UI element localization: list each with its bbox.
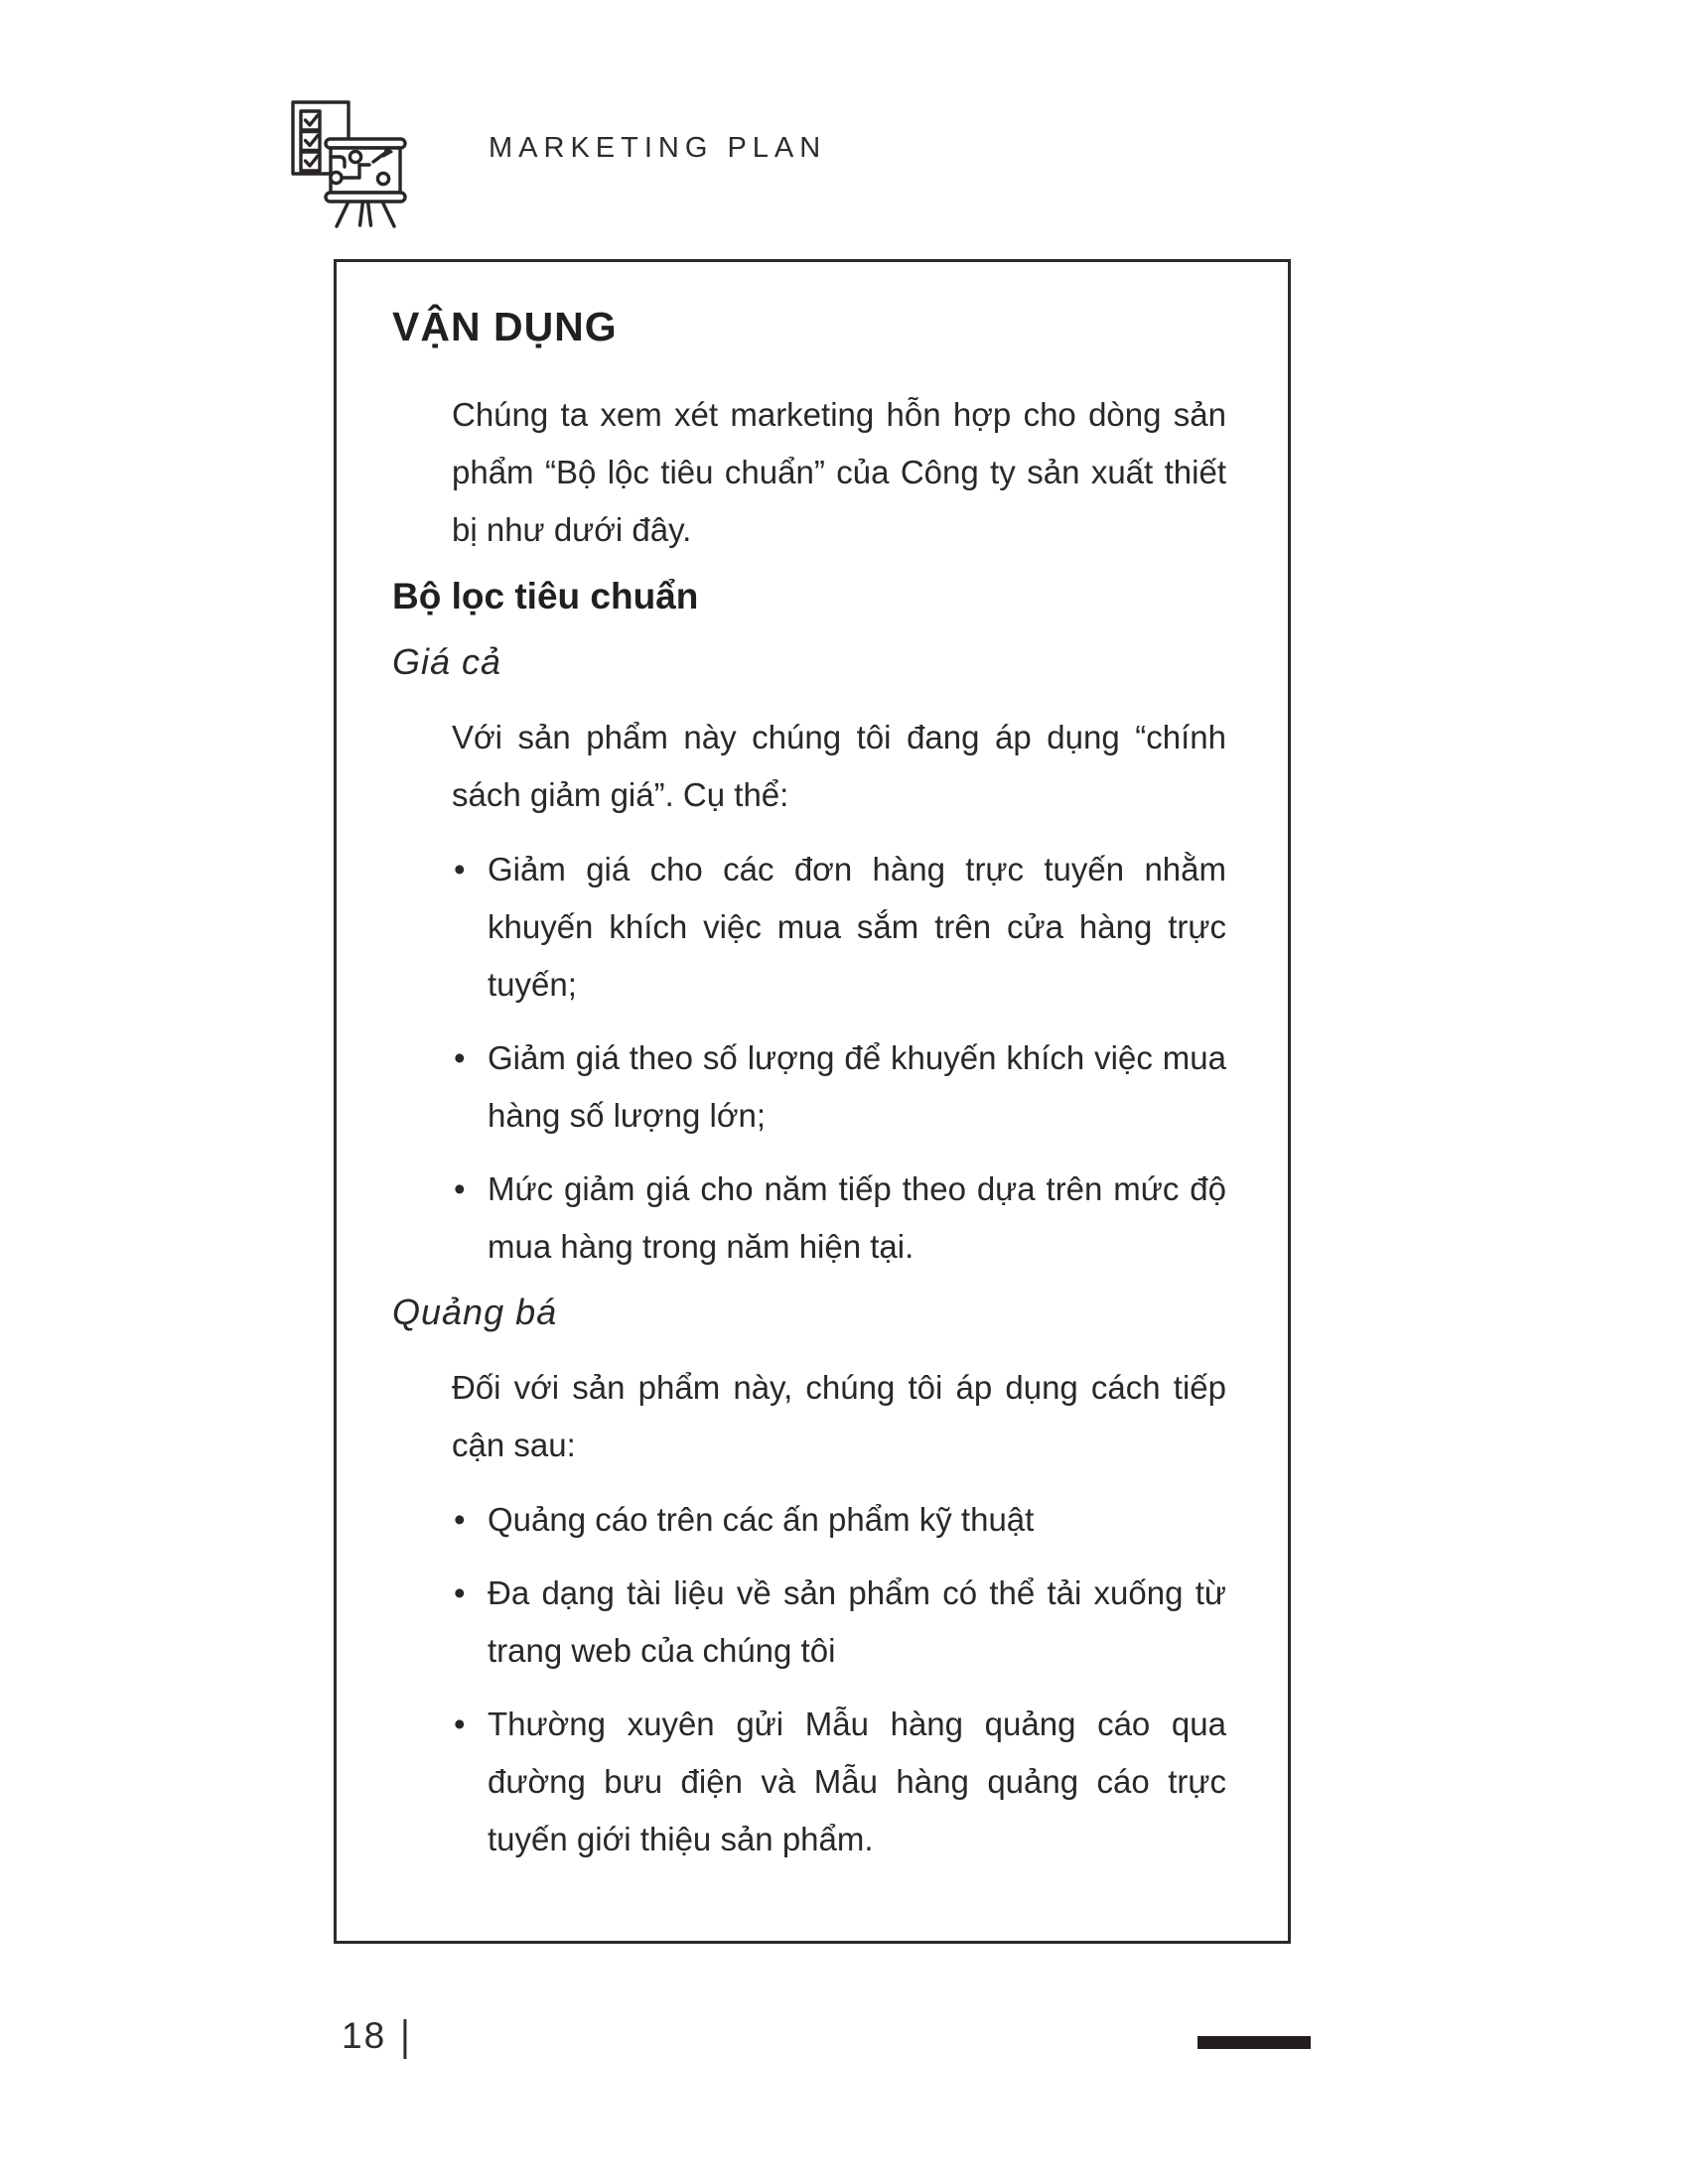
section-heading-price: Giá cả [392,641,502,682]
price-intro-paragraph: Với sản phẩm này chúng tôi đang áp dụng “chính sách giảm giá”. Cụ thể: [452,719,1226,813]
product-heading: Bộ lọc tiêu chuẩn [392,576,699,616]
van-dung-callout-box [334,259,1291,1944]
price-bullet-list [452,841,1226,1276]
bullet-item: • Đa dạng tài liệu về sản phẩm có thể tải xuống từ trang web của chúng tôi [452,1565,1226,1680]
bullet-item: • Mức giảm giá cho năm tiếp theo dựa trên mức độ mua hàng trong năm hiện tại. [452,1160,1226,1276]
running-head-title: MARKETING PLAN [489,132,827,164]
bullet-item: • Quảng cáo trên các ấn phẩm kỹ thuật [452,1491,1226,1549]
bullet-item: • Thường xuyên gửi Mẫu hàng quảng cáo qua đường bưu điện và Mẫu hàng quảng cáo trực tuyến giới thiệu sản phẩm. [452,1696,1226,1868]
presentation-easel-icon [326,139,405,226]
promotion-bullet-list [452,1491,1226,1868]
page-number-separator: | [400,2011,412,2059]
bullet-item: • Giảm giá theo số lượng để khuyến khích việc mua hàng số lượng lớn; [452,1029,1226,1145]
marketing-plan-icon [290,98,407,229]
promotion-intro-paragraph: Đối với sản phẩm này, chúng tôi áp dụng cách tiếp cận sau: [452,1369,1226,1463]
section-heading-promotion: Quảng bá [392,1292,558,1332]
page-number [342,2011,412,2059]
box-title: VẬN DỤNG [392,304,618,349]
page-number-value: 18 [342,2015,387,2056]
footer-rule [1197,2036,1311,2049]
intro-paragraph: Chúng ta xem xét marketing hỗn hợp cho dòng sản phẩm “Bộ lộc tiêu chuẩn” của Công ty sản xuất thiết bị như dưới đây. [452,396,1226,548]
bullet-item: • Giảm giá cho các đơn hàng trực tuyến nhằm khuyến khích việc mua sắm trên cửa hàng trực tuyến; [452,841,1226,1014]
